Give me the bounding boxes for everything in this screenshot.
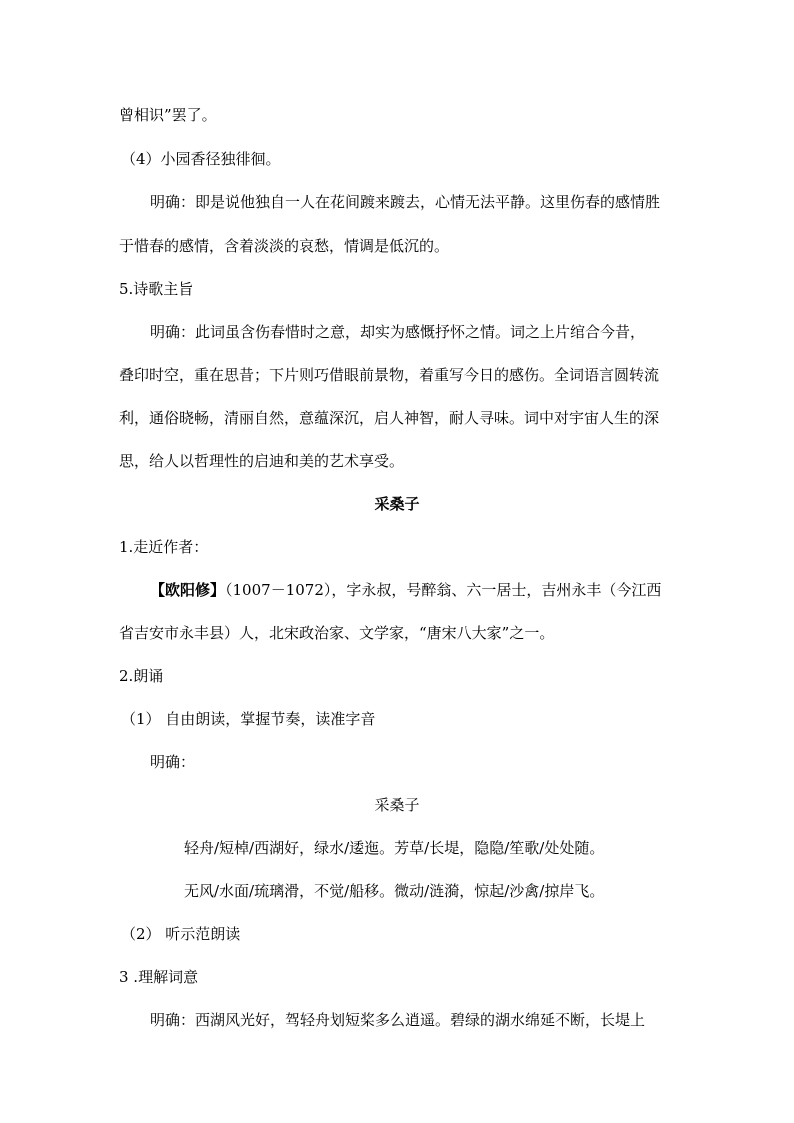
paragraph-line: 明确：即是说他独自一人在花间踱来踱去，心情无法平静。这里伤春的感情胜: [150, 193, 661, 211]
poem-title-heading: 采桑子: [374, 495, 420, 513]
subheading-line: （1） 自由朗读，掌握节奏，读准字音: [121, 710, 376, 728]
section-heading: 3 .理解词意: [119, 968, 199, 986]
section-heading: 1.走近作者：: [119, 538, 209, 556]
section-heading: 2.朗诵: [119, 667, 164, 685]
paragraph-line: 思，给人以哲理性的启迪和美的艺术享受。: [119, 452, 405, 470]
poem-line: 无风/水面/琉璃滑，不觉/船移。微动/涟漪，惊起/沙禽/掠岸飞。: [184, 882, 605, 900]
author-name: 【欧阳修】: [150, 581, 226, 599]
poem-title: 采桑子: [374, 796, 420, 814]
paragraph-line: 省吉安市永丰县）人，北宋政治家、文学家，“唐宋八大家”之一。: [119, 624, 555, 642]
paragraph-line: 利，通俗晓畅，清丽自然，意蕴深沉，启人神智，耐人寻味。词中对宇宙人生的深: [119, 409, 660, 427]
paragraph-line: 于惜春的感情，含着淡淡的哀愁，情调是低沉的。: [119, 237, 450, 255]
subheading-line: （4）小园香径独徘徊。: [121, 150, 281, 168]
paragraph-line: 明确：: [150, 753, 196, 771]
subheading-line: （2） 听示范朗读: [121, 925, 241, 943]
poem-line: 轻舟/短棹/西湖好，绿水/逶迤。芳草/长堤，隐隐/笙歌/处处随。: [184, 839, 605, 857]
section-heading: 5.诗歌主旨: [119, 280, 194, 298]
paragraph-line: 明确：西湖风光好，驾轻舟划短桨多么逍遥。碧绿的湖水绵延不断，长堤上: [150, 1011, 646, 1029]
text-line: 曾相识”罢了。: [119, 106, 217, 124]
author-detail: （1007－1072），字永叔，号醉翁、六一居士，吉州永丰（今江西: [225, 581, 662, 599]
paragraph-line: [0, 580, 794, 600]
paragraph-line: 明确：此词虽含伤春惜时之意，却实为感慨抒怀之情。词之上片绾合今昔，: [150, 323, 646, 341]
paragraph-line: 叠印时空，重在思昔；下片则巧借眼前景物，着重写今日的感伤。全词语言圆转流: [119, 366, 660, 384]
